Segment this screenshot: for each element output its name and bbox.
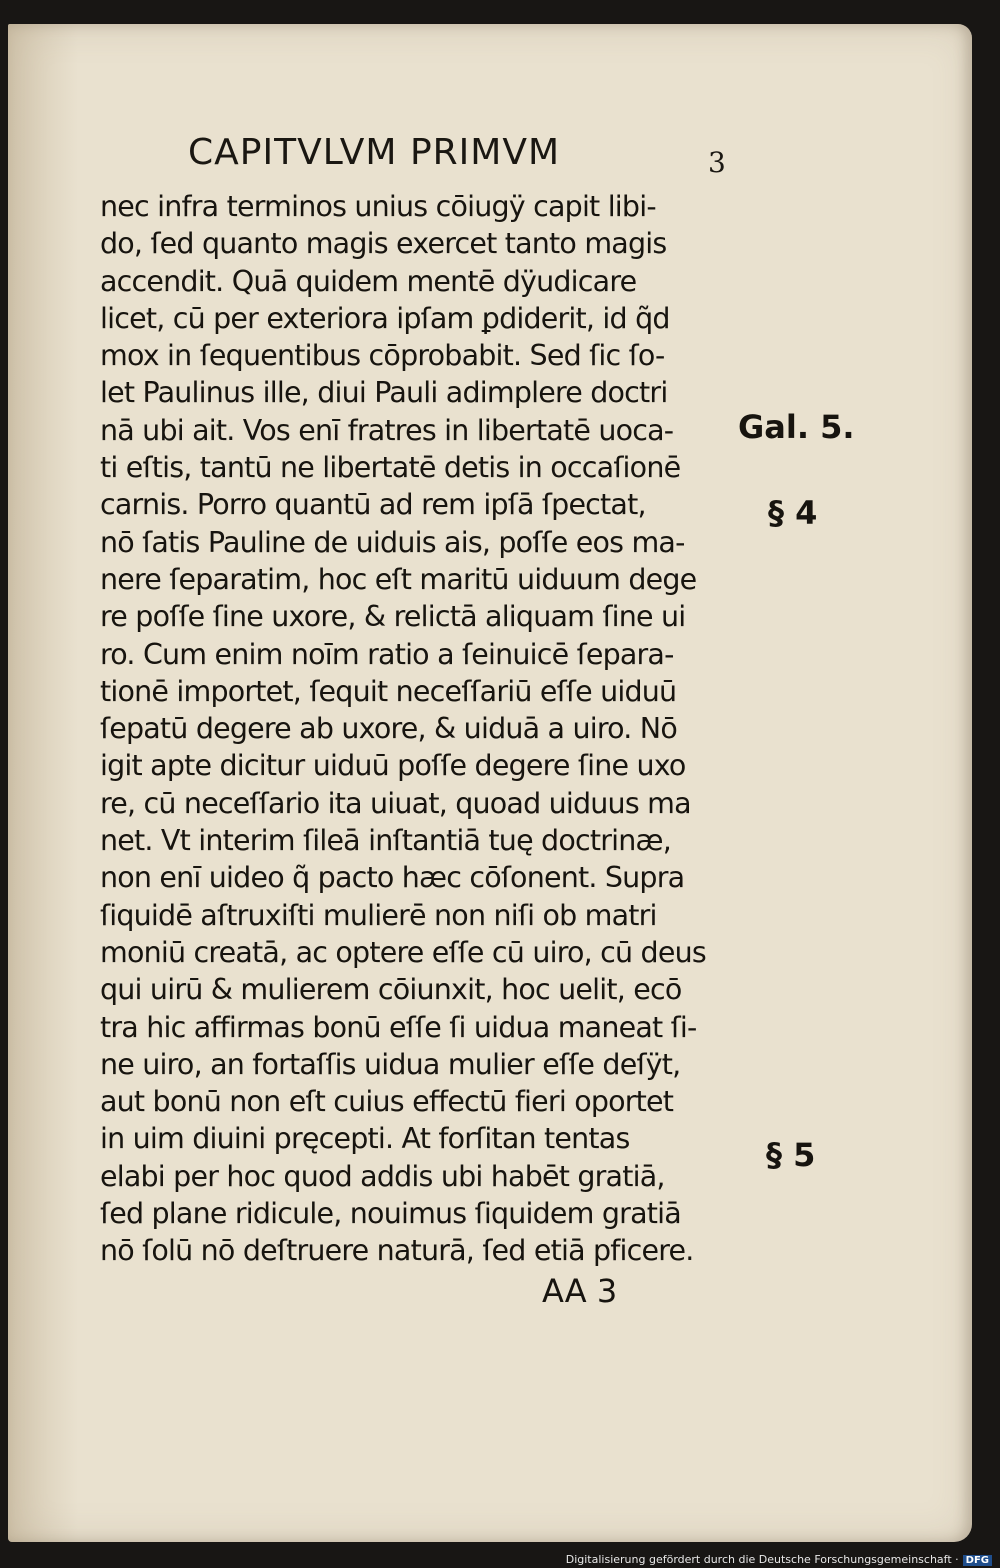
text-line: re poſſe ſine uxore, & relictā aliquam ſine ui [100,600,686,634]
text-line: ſiquidē aſtruxiſti mulierē non niſi ob matri [100,898,657,932]
text-line: licet, cū per exteriora ipſam ꝑdiderit, id q̃d [100,301,670,335]
text-line: accendit. Quā quidem mentē dÿudicare [100,264,637,298]
text-line: re, cū neceſſario ita uiuat, quoad uiduus ma [100,786,691,820]
text-line: aut bonū non eſt cuius effectū fieri oportet [100,1085,674,1119]
marginal-reference-gal: Gal. 5. [738,408,855,446]
text-line: elabi per hoc quod addis ubi habēt gratiā, [100,1159,665,1193]
text-line: nō ſatis Pauline de uiduis ais, poſſe eos ma- [100,525,685,559]
marginal-section-4: § 4 [768,494,818,532]
text-line: qui uirū & mulierem cōiunxit, hoc uelit, ecō [100,973,682,1007]
text-line: moniū creatā, ac optere eſſe cū uiro, cū deus [100,935,706,969]
text-line: ne uiro, an fortaſſis uidua mulier eſſe deſÿt, [100,1047,681,1081]
text-line: ro. Cum enim noīm ratio a ſeinuicē ſepara- [100,637,674,671]
text-line: do, ſed quanto magis exercet tanto magis [100,227,667,261]
text-line: nec infra terminos unius cōiugÿ capit libi- [100,190,656,223]
text-line: net. Vt interim ſileā inſtantiā tuę doctrinæ, [100,824,671,858]
text-line: tionē importet, ſequit neceſſariū eſſe uiduū [100,674,677,708]
text-line: mox in ſequentibus cōprobabit. Sed ſic ſo- [100,339,665,373]
text-line: nā ubi ait. Vos enī fratres in libertatē uoca- [100,413,674,447]
text-line: non enī uideo q̃ pacto hæc cōſonent. Supra [100,861,685,895]
footer-text: Digitalisierung gefördert durch die Deutsche Forschungsgemeinschaft · [565,1553,959,1566]
text-line: in uim diuini pręcepti. At forſitan tentas [100,1122,630,1156]
text-line: nō ſolū nō deſtruere naturā, ſed etiā pficere. [100,1234,694,1268]
marginal-section-5: § 5 [766,1136,816,1174]
text-line: ſed plane ridicule, nouimus ſiquidem gratiā [100,1197,681,1231]
text-line: nere ſeparatim, hoc eſt maritū uiduum dege [100,562,697,596]
signature-mark: AA 3 [542,1272,618,1310]
text-line: let Paulinus ille, diui Pauli adimplere doctri [100,376,668,410]
text-line: tra hic affirmas bonū eſſe ſi uidua maneat ſi- [100,1010,697,1044]
dfg-logo: DFG [963,1555,992,1566]
folio-number: 3 [708,146,726,179]
text-line: ti eſtis, tantū ne libertatē detis in occaſionē [100,451,681,485]
text-line: igit apte dicitur uiduū poſſe degere ſine uxo [100,749,686,783]
text-line: carnis. Porro quantū ad rem ipſā ſpectat, [100,488,646,522]
text-line: ſepatū degere ab uxore, & uiduā a uiro. Nō [100,712,677,746]
book-page [8,24,972,1542]
body-text [100,188,730,1270]
funding-footer [566,1553,992,1566]
running-header: CAPITVLVM PRIMVM [188,132,561,173]
